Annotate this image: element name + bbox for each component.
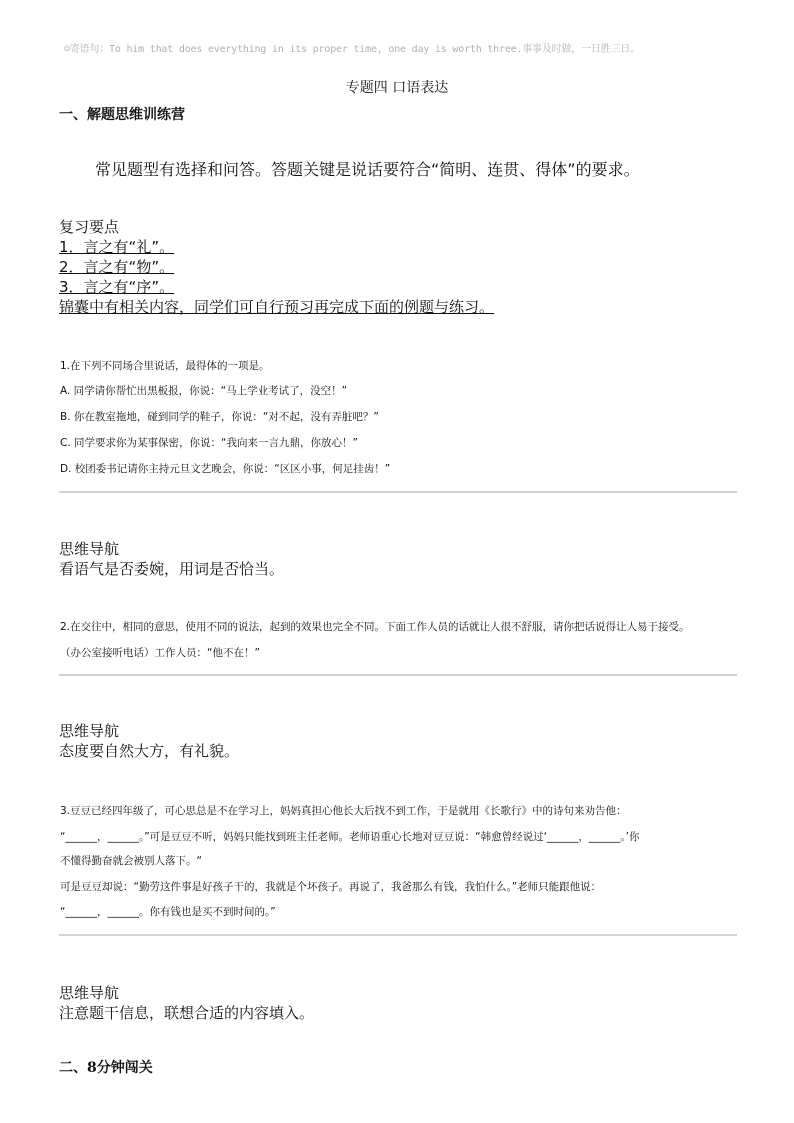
question1-option-a: A. 同学请你帮忙出黑板报，你说：“马上学业考试了，没空！” <box>60 385 348 397</box>
question3-line: 3.豆豆已经四年级了，可心思总是不在学习上，妈妈真担心他长大后找不到工作，于是就用《长歌行》中的诗句来劝告他： <box>60 805 627 817</box>
question3-line: 不懂得勤奋就会被别人落下。“ <box>60 855 202 867</box>
question2-line: （办公室接听电话）工作人员：“他不在！” <box>60 647 260 659</box>
question1-option-b: B. 你在教室拖地，碰到同学的鞋子，你说：“对不起，没有弄脏吧？” <box>60 411 379 423</box>
question3-line: “______，______。”可是豆豆不听，妈妈只能找到班主任老师。老师语重心长地对豆豆说：“韩愈曾经说过‘______，______。’你 <box>60 831 640 843</box>
question3-line: “______，______。你有钱也是买不到时间的。” <box>60 906 276 918</box>
section-heading-2: 二、8分钟闯关 <box>59 1060 153 1076</box>
answer-divider <box>59 934 737 936</box>
guide-text: 态度要自然大方，有礼貌。 <box>59 742 240 760</box>
question1-stem: 1.在下列不同场合里说话，最得体的一项是。 <box>60 360 270 372</box>
guide-text: 注意题干信息，联想合适的内容填入。 <box>59 1004 315 1022</box>
motto-header: ☺寄语句：To him that does everything in its proper time, one day is worth three.事事及时做，一日胜三日。 <box>64 44 640 55</box>
intro-paragraph: 常见题型有选择和问答。答题关键是说话要符合“简明、连贯、得体”的要求。 <box>95 160 640 179</box>
question1-option-d: D. 校团委书记请你主持元旦文艺晚会，你说：“区区小事，何足挂齿！” <box>60 463 391 475</box>
document-title: 专题四 口语表达 <box>345 80 449 96</box>
guide-text: 看语气是否委婉，用词是否恰当。 <box>59 560 285 578</box>
answer-divider <box>59 491 737 493</box>
review-point: 2．言之有“物”。 <box>59 258 175 276</box>
guide-title: 思维导航 <box>59 540 120 558</box>
guide-title: 思维导航 <box>59 722 120 740</box>
question1-option-c: C. 同学要求你为某事保密，你说：“我向来一言九鼎，你放心！” <box>60 437 358 449</box>
question3-line: 可是豆豆却说：“勤劳这件事是好孩子干的，我就是个坏孩子。再说了，我爸那么有钱，我怕什么。”老师只能跟他说： <box>60 881 602 893</box>
question2-stem: 2.在交往中，相同的意思，使用不同的说法，起到的效果也完全不同。下面工作人员的话就让人很不舒服，请你把话说得让人易于接受。 <box>60 621 690 633</box>
review-title: 复习要点 <box>59 218 120 236</box>
section-heading-1: 一、解题思维训练营 <box>59 107 185 123</box>
answer-divider <box>59 674 737 676</box>
review-point: 3．言之有“序”。 <box>59 278 175 296</box>
review-note: 锦囊中有相关内容，同学们可自行预习再完成下面的例题与练习。 <box>59 298 495 316</box>
review-point: 1．言之有“礼”。 <box>59 238 175 256</box>
guide-title: 思维导航 <box>59 984 120 1002</box>
